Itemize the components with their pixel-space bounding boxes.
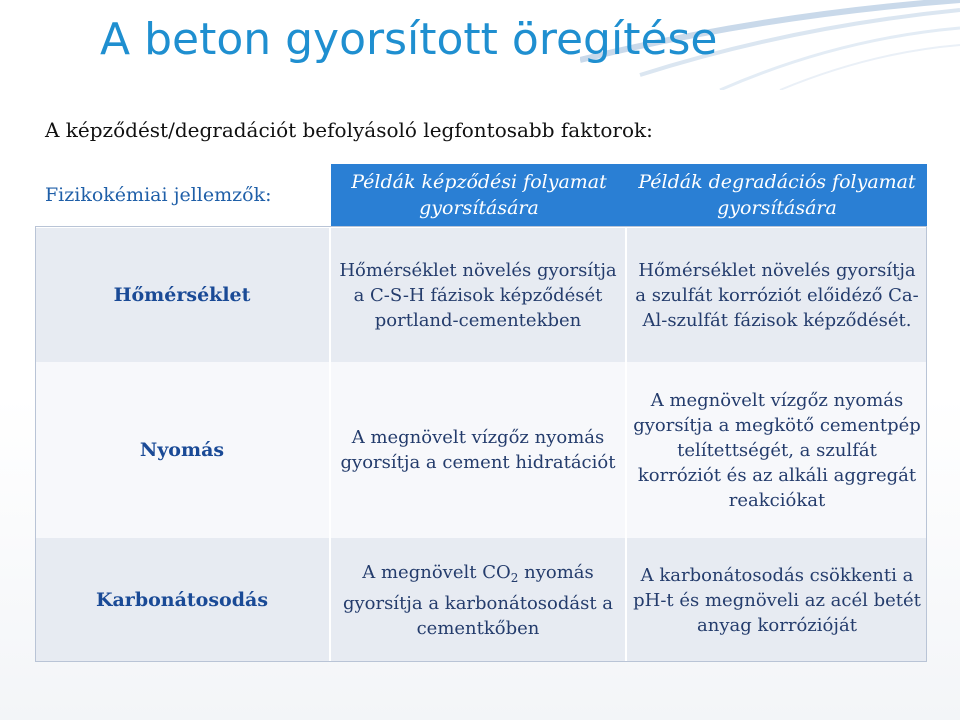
cell-temperature-degradation: Hőmérséklet növelés gyorsítja a szulfát korróziót előidéző Ca-Al-szulfát fázisok képződését. bbox=[627, 226, 927, 362]
table-row bbox=[35, 538, 927, 662]
cell-temperature-formation: Hőmérséklet növelés gyorsítja a C-S-H fázisok képződését portland-cementekben bbox=[331, 226, 627, 362]
header-formation-examples: Példák képződési folyamat gyorsítására bbox=[331, 164, 627, 226]
carbonation-formation-post: nyomás gyorsítja a karbonátosodást a cementkőben bbox=[342, 561, 614, 639]
header-degradation-examples: Példák degradációs folyamat gyorsítására bbox=[627, 164, 927, 226]
table-row bbox=[35, 226, 927, 362]
slide-subtitle: A képződést/degradációt befolyásoló legfontosabb faktorok: bbox=[45, 118, 653, 142]
row-label-temperature: Hőmérséklet bbox=[35, 226, 331, 362]
cell-carbonation-degradation: A karbonátosodás csökkenti a pH-t és megnöveli az acél betét anyag korrózióját bbox=[627, 538, 927, 662]
table-header-row bbox=[35, 164, 927, 226]
carbonation-formation-pre: A megnövelt CO bbox=[362, 561, 511, 583]
header-physicochemical: Fizikokémiai jellemzők: bbox=[35, 164, 331, 226]
cell-pressure-degradation: A megnövelt vízgőz nyomás gyorsítja a megkötő cementpép telítettségét, a szulfát korróziót és az alkáli aggregát reakciókat bbox=[627, 362, 927, 538]
table-row bbox=[35, 362, 927, 538]
cell-carbonation-formation bbox=[331, 538, 627, 662]
row-label-carbonation: Karbonátosodás bbox=[35, 538, 331, 662]
co2-subscript: 2 bbox=[510, 570, 519, 585]
factors-table bbox=[35, 164, 927, 662]
slide-title: A beton gyorsított öregítése bbox=[100, 14, 718, 65]
cell-pressure-formation: A megnövelt vízgőz nyomás gyorsítja a cement hidratációt bbox=[331, 362, 627, 538]
row-label-pressure: Nyomás bbox=[35, 362, 331, 538]
